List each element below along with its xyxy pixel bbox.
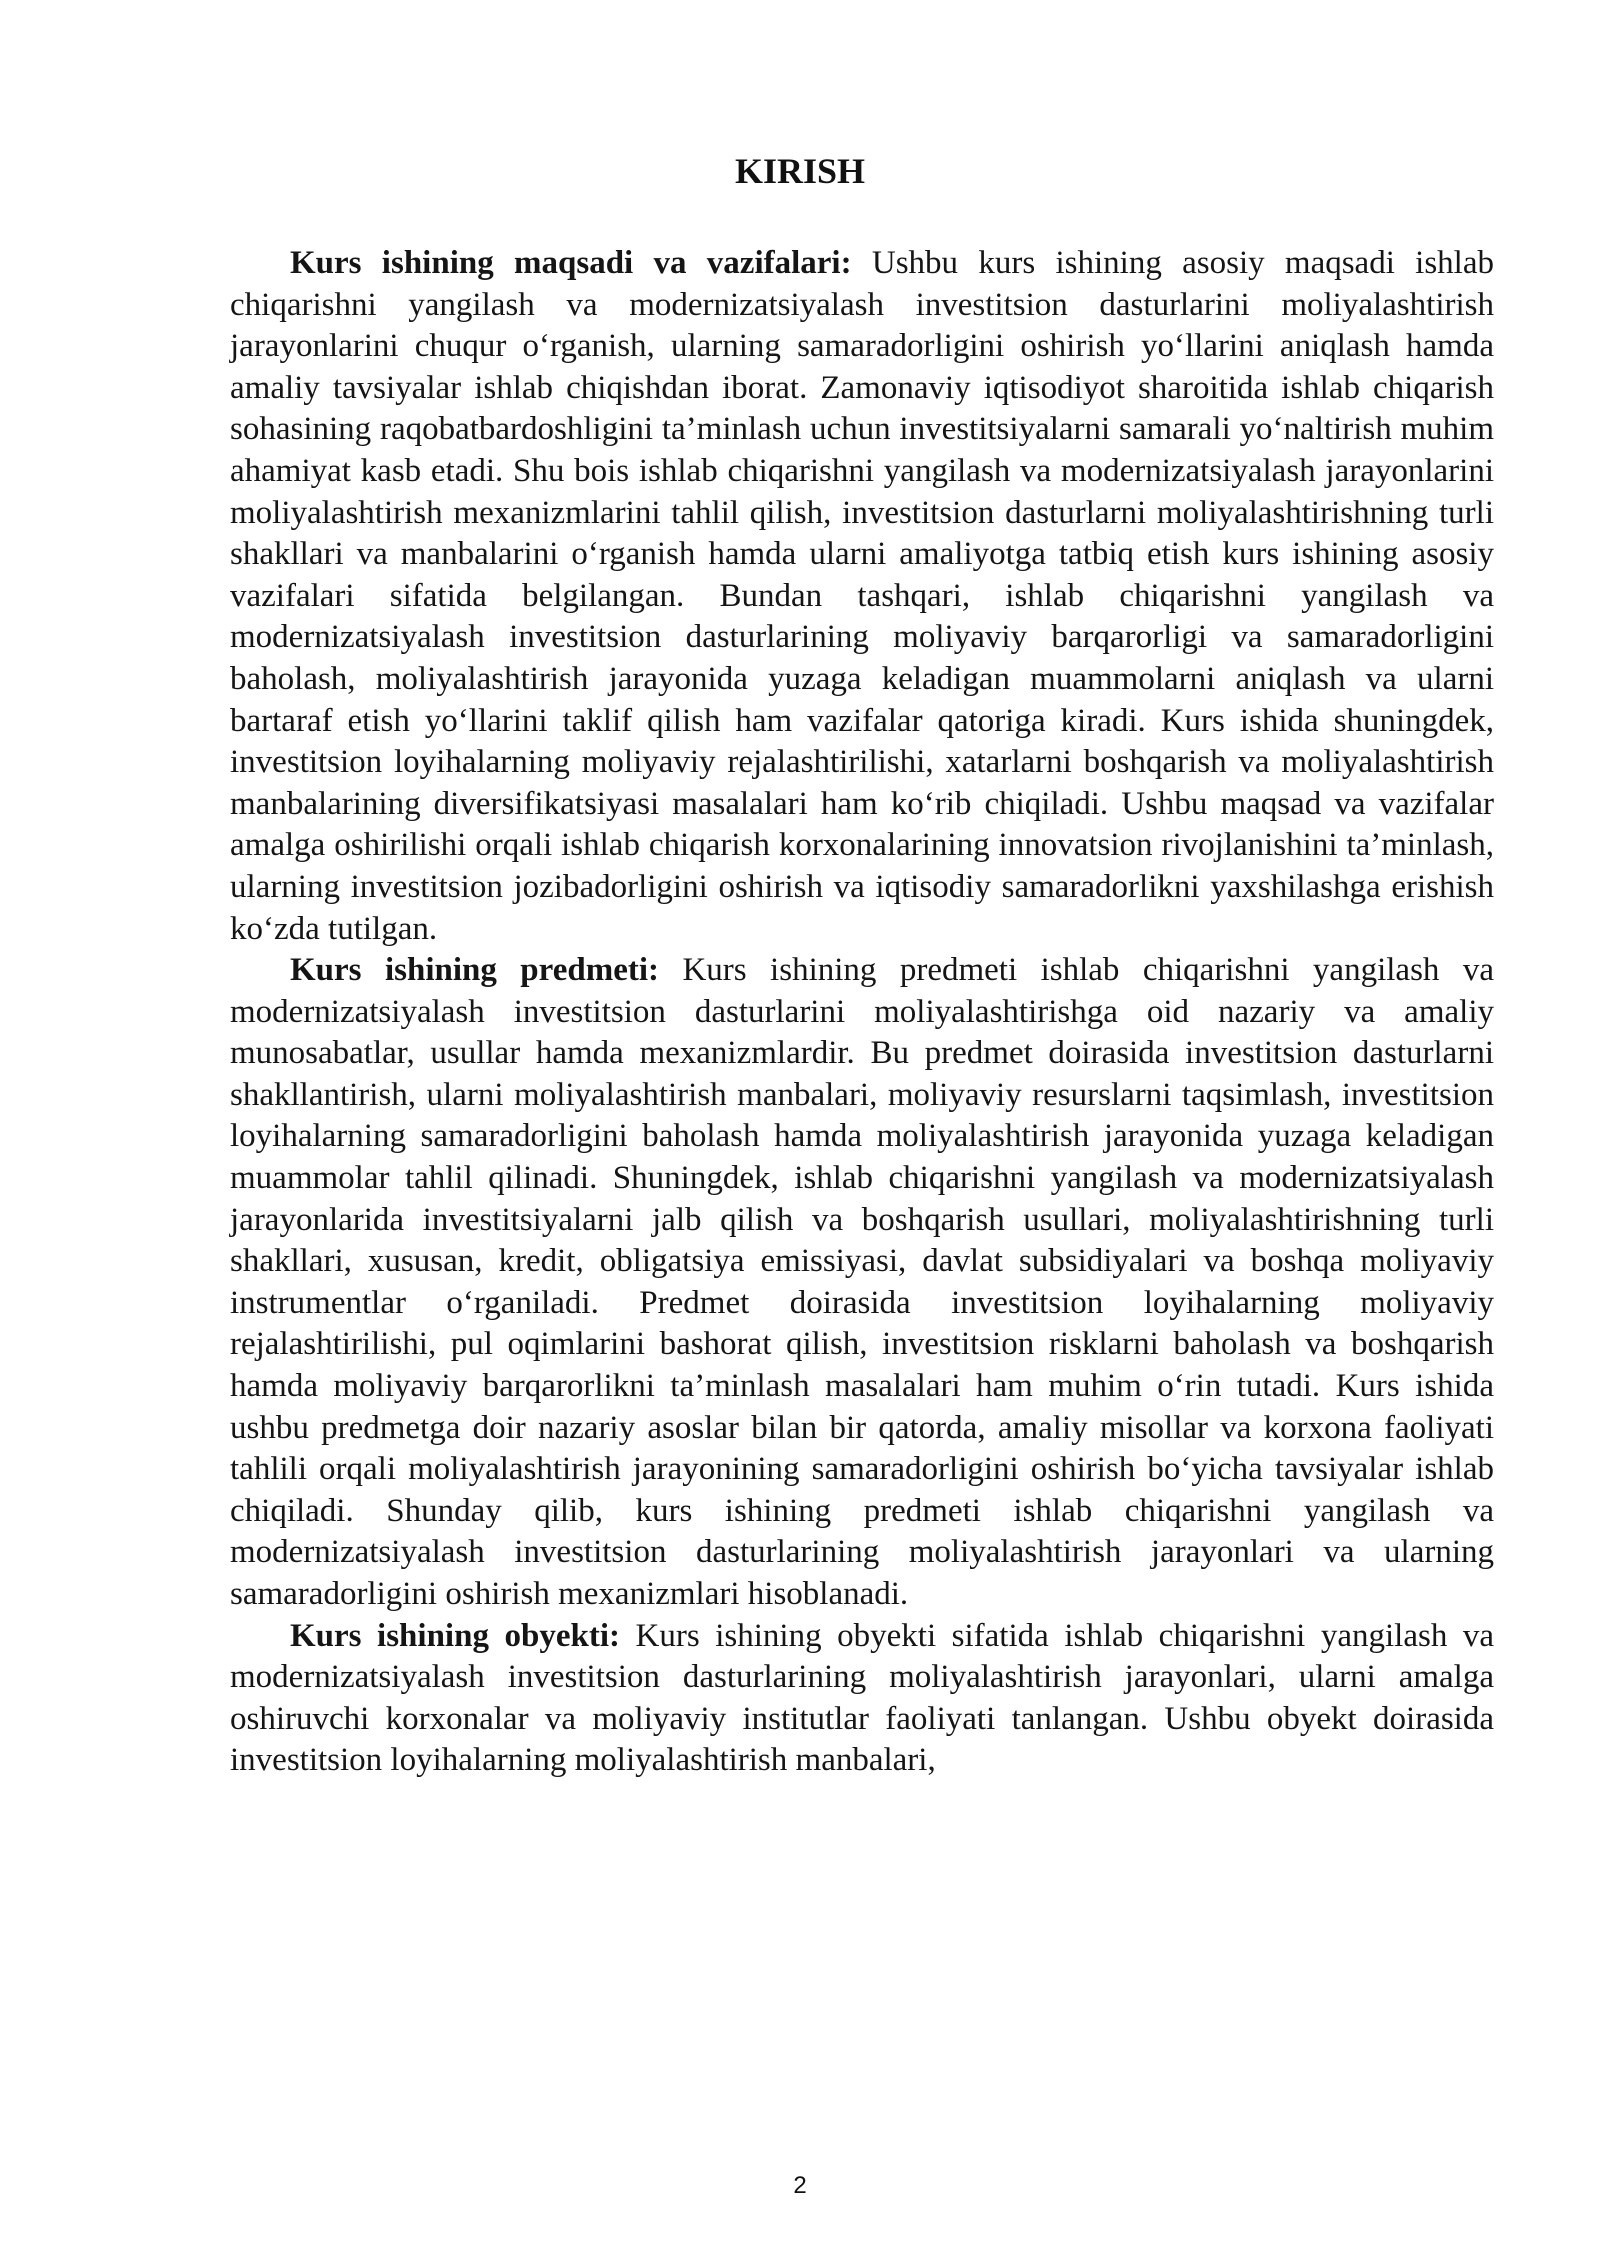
- paragraph-text: Kurs ishining obyekti sifatida ishlab chiqarishni yangilash va modernizatsiyalash investitsion dasturlarining moliyalashtirish jarayonlari, ularni amalga oshiruvchi korxonalar va moliyaviy institutlar faoliyati tanlangan. Ushbu obyekt doirasida investitsion loyihalarning moliyalashtirish manbalari,: [230, 1617, 1495, 1779]
- paragraph-label: Kurs ishining predmeti:: [290, 952, 659, 989]
- paragraph-label: Kurs ishining obyekti:: [290, 1617, 620, 1654]
- paragraph-label: Kurs ishining maqsadi va vazifalari:: [290, 245, 852, 281]
- paragraph-text: Kurs ishining predmeti ishlab chiqarishni yangilash va modernizatsiyalash investitsion dasturlarini moliyalashtirishga oid nazariy va amaliy munosabatlar, usullar hamda mexanizmlardir. Bu predmet doirasida investitsion dasturlarni shakllantirish, ularni moliyalashtirish manbalari, moliyaviy resurslarni taqsimlash, investitsion loyihalarning samaradorligini baholash hamda moliyalashtirish jarayonida yuzaga keladigan muammolar tahlil qilinadi. Shuningdek, ishlab chiqarishni yangilash va modernizatsiyalash jarayonlarida investitsiyalarni jalb qilish va boshqarish usullari, moliyalashtirishning turli shakllari, xususan, kredit, obligatsiya emissiyasi, davlat subsidiyalari va boshqa moliyaviy instrumentlar o‘rganiladi. Predmet doirasida investitsion loyihalarning moliyaviy rejalashtirilishi, pul oqimlarini bashorat qilish, investitsion risklarni baholash va boshqarish hamda moliyaviy barqarorlikni ta’minlash masalalari ham muhim o‘rin tutadi. Kurs ishida ushbu predmetga doir nazariy asoslar bilan bir qatorda, amaliy misollar va korxona faoliyati tahlili orqali moliyalashtirish jarayonining samaradorligini oshirish bo‘yicha tavsiyalar ishlab chiqiladi. Shunday qilib, kurs ishining predmeti ishlab chiqarishni yangilash va modernizatsiyalash investitsion dasturlarining moliyalashtirish jarayonlari va ularning samaradorligini oshirish mexanizmlari hisoblanadi.: [230, 952, 1494, 1612]
- paragraph-text: Ushbu kurs ishining asosiy maqsadi ishlab chiqarishni yangilash va modernizatsiyalash investitsion dasturlarini moliyalashtirish jarayonlarini chuqur o‘rganish, ularning samaradorligini oshirish yo‘llarini aniqlash hamda amaliy tavsiyalar ishlab chiqishdan iborat. Zamonaviy iqtisodiyot sharoitida ishlab chiqarish sohasining raqobatbardoshligini ta’minlash uchun investitsiyalarni samarali yo‘naltirish muhim ahamiyat kasb etadi. Shu bois ishlab chiqarishni yangilash va modernizatsiyalash jarayonlarini moliyalashtirish mexanizmlarini tahlil qilish, investitsion dasturlarni moliyalashtirishning turli shakllari va manbalarini o‘rganish hamda ularni amaliyotga tatbiq etish kurs ishining asosiy vazifalari sifatida belgilangan. Bundan tashqari, ishlab chiqarishni yangilash va modernizatsiyalash investitsion dasturlarining moliyaviy barqarorligi va samaradorligini baholash, moliyalashtirish jarayonida yuzaga keladigan muammolarni aniqlash va ularni bartaraf etish yo‘llarini taklif qilish ham vazifalar qatoriga kiradi. Kurs ishida shuningdek, investitsion loyihalarning moliyaviy rejalashtirilishi, xatarlarni boshqarish va moliyalashtirish manbalarining diversifikatsiyasi masalalari ham ko‘rib chiqiladi. Ushbu maqsad va vazifalar amalga oshirilishi orqali ishlab chiqarish korxonalarining innovatsion rivojlanishini ta’minlash, ularning investitsion jozibadorligini oshirish va iqtisodiy samaradorlikni yaxshilashga erishish ko‘zda tutilgan.: [230, 245, 1494, 947]
- paragraph-subject: [230, 950, 1494, 1616]
- page-title: KIRISH: [734, 151, 866, 191]
- page-number: 2: [793, 2172, 807, 2199]
- paragraph-object: [230, 1616, 1494, 1782]
- paragraph-purpose-and-tasks: [230, 243, 1494, 950]
- document-body: [230, 243, 1494, 1782]
